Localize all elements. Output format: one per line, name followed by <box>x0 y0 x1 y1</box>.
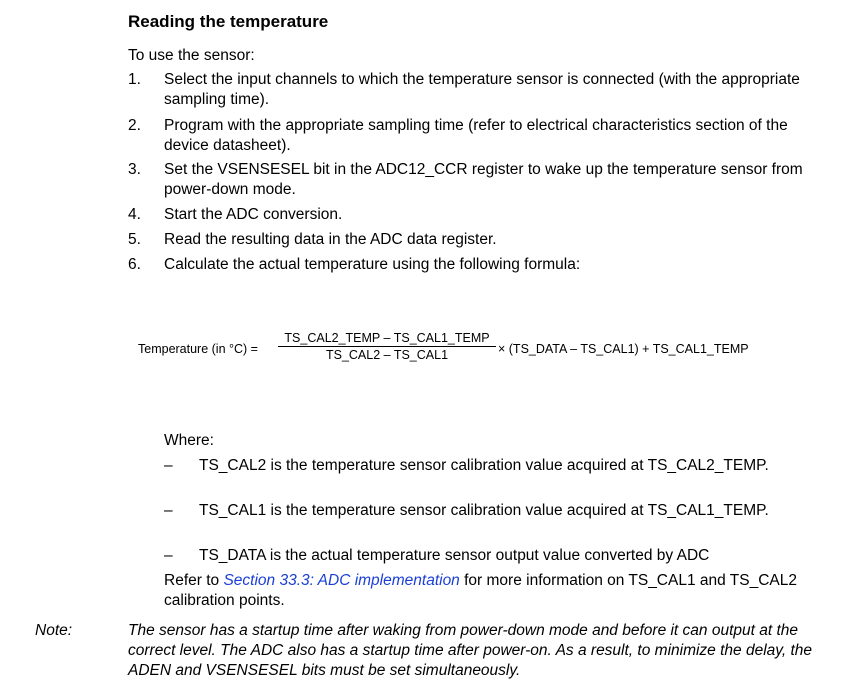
step-number: 6. <box>128 256 141 273</box>
refer-prefix: Refer to <box>164 572 224 589</box>
where-label: Where: <box>164 432 214 449</box>
bullet-text: TS_CAL1 is the temperature sensor calibration value acquired at TS_CAL1_TEMP. <box>199 502 769 519</box>
temperature-formula <box>138 331 828 367</box>
section-link[interactable]: Section 33.3: ADC implementation <box>223 572 460 589</box>
step-text: Program with the appropriate sampling time (refer to electrical characteristics section of the device datasheet). <box>164 117 788 154</box>
bullet-text: TS_DATA is the actual temperature sensor output value converted by ADC <box>199 547 710 564</box>
bullet-dash: – <box>164 457 173 474</box>
formula-rhs: × (TS_DATA – TS_CAL1) + TS_CAL1_TEMP <box>498 342 749 356</box>
bullet-text: TS_CAL2 is the temperature sensor calibration value acquired at TS_CAL2_TEMP. <box>199 457 769 474</box>
formula-denominator: TS_CAL2 – TS_CAL1 <box>325 348 449 362</box>
step-number: 2. <box>128 117 141 134</box>
formula-numerator: TS_CAL2_TEMP – TS_CAL1_TEMP <box>278 331 496 347</box>
formula-fraction <box>278 331 496 362</box>
step-number: 5. <box>128 231 141 248</box>
formula-lhs: Temperature (in °C) = <box>138 342 258 356</box>
step-number: 3. <box>128 161 141 178</box>
step-number: 4. <box>128 206 141 223</box>
note-text: The sensor has a startup time after waking from power-down mode and before it can output at the correct level. The ADC also has a startup time after power-on. As a result, to minimize the delay, the ADEN and VSENSESEL bits must be set simultaneously. <box>128 622 813 679</box>
bullet-dash: – <box>164 502 173 519</box>
step-text: Calculate the actual temperature using the following formula: <box>164 256 581 273</box>
refer-paragraph <box>164 571 804 611</box>
step-text: Read the resulting data in the ADC data register. <box>164 231 497 248</box>
step-text: Select the input channels to which the temperature sensor is connected (with the appropriate sampling time). <box>164 71 800 108</box>
note-label: Note: <box>35 622 73 639</box>
section-heading: Reading the temperature <box>128 12 329 31</box>
step-text: Set the VSENSESEL bit in the ADC12_CCR register to wake up the temperature sensor from power-down mode. <box>164 161 803 198</box>
refer-suffix: for more information on TS_CAL1 and TS_CAL2 calibration points. <box>164 572 797 609</box>
bullet-dash: – <box>164 547 173 564</box>
step-text: Start the ADC conversion. <box>164 206 343 223</box>
step-number: 1. <box>128 71 141 88</box>
intro-text: To use the sensor: <box>128 47 255 64</box>
